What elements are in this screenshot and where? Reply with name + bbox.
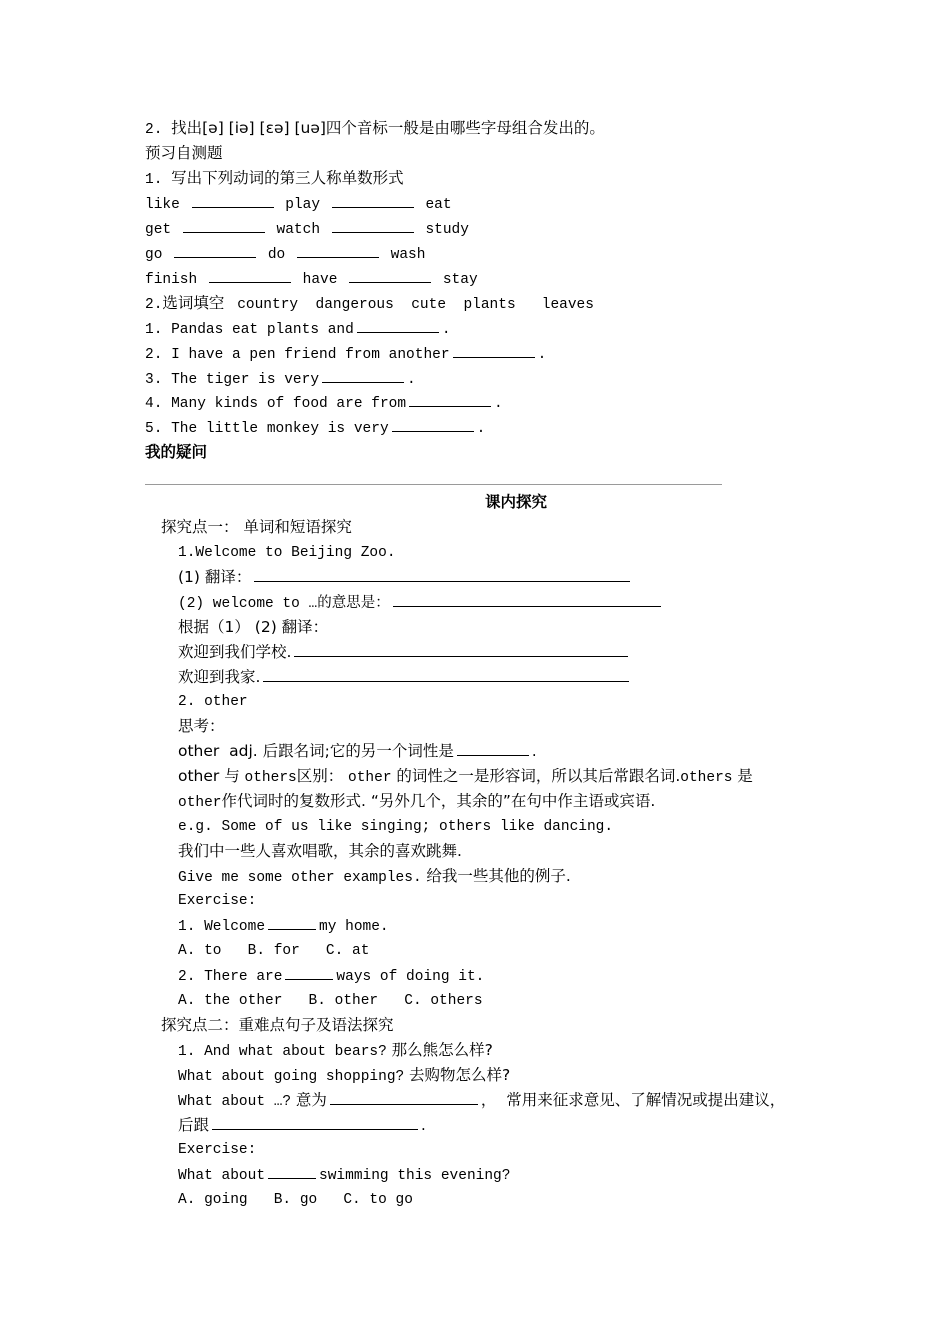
example-english: Give me some other examples. (178, 870, 422, 886)
other-line-1: other adj. 后跟名词;它的另一个词性是 . (178, 742, 537, 760)
preview-question-2 (145, 118, 605, 140)
fill-sentence: 2. I have a pen friend from another . (145, 344, 546, 365)
fill-sentence: 1. Pandas eat plants and . (145, 319, 451, 340)
explanation-text: other 与 (178, 767, 240, 785)
inclass-title: 课内探究 (485, 493, 548, 511)
answer-blank[interactable] (322, 369, 404, 383)
translate-line-3 (178, 642, 631, 662)
verb-word: study (425, 222, 469, 238)
sentence-1 (178, 1040, 493, 1062)
sentence-english: What about …? (178, 1094, 292, 1110)
sentence-3 (178, 1090, 785, 1112)
answer-blank[interactable] (330, 1091, 478, 1105)
translate-line-2 (178, 592, 664, 614)
exercise-2-heading (145, 293, 594, 315)
answer-blank[interactable] (392, 418, 474, 432)
answer-blank[interactable] (349, 269, 431, 283)
question-number: 2. (145, 122, 172, 138)
question-3-options[interactable]: A. going B. go C. to go (178, 1192, 413, 1208)
item-1: 1.Welcome to Beijing Zoo. (178, 545, 396, 561)
exercise-question-3 (178, 1165, 510, 1186)
verb-word: play (285, 197, 321, 213)
sentence-chinese: 去购物怎么样? (409, 1066, 511, 1084)
example-english: e.g. Some of us like singing; others like dancing. (178, 819, 614, 835)
answer-blank[interactable] (357, 319, 439, 333)
verb-row-4 (145, 269, 478, 290)
verb-word: have (302, 272, 338, 288)
sentence-english: What about going shopping? (178, 1069, 405, 1085)
answer-blank[interactable] (453, 344, 535, 358)
verb-word: get (145, 222, 172, 238)
verb-word: do (267, 247, 286, 263)
sentence-text: 4. Many kinds of food are from (145, 396, 407, 412)
exercise-question-2 (178, 966, 484, 987)
question-text: swimming this evening? (319, 1168, 511, 1184)
verb-word: stay (442, 272, 478, 288)
answer-blank[interactable] (212, 1116, 418, 1130)
explanation-text: other (178, 795, 222, 811)
translate-line-1 (178, 567, 633, 587)
sentence-2 (178, 1065, 510, 1087)
answer-blank[interactable] (268, 1165, 316, 1179)
answer-blank[interactable] (263, 668, 629, 682)
answer-blank[interactable] (285, 966, 333, 980)
sentence-english: 1. And what about bears? (178, 1044, 387, 1060)
item-2: 2. other (178, 694, 248, 710)
verb-row-2 (145, 219, 469, 240)
sentence-chinese: ， 常用来征求意见、了解情况或提出建议， (480, 1091, 786, 1109)
answer-blank[interactable] (183, 219, 265, 233)
think-label: 思考： (178, 717, 225, 735)
self-test-title: 预习自测题 (145, 144, 223, 162)
explanation-text: 区别： (296, 767, 344, 785)
answer-blank[interactable] (332, 194, 414, 208)
question-text: 1. Welcome (178, 919, 266, 935)
exercise-label: Exercise: (178, 1142, 257, 1158)
answer-blank[interactable] (409, 393, 491, 407)
sentence-chinese: 意为 (295, 1091, 327, 1109)
exercise-title: 写出下列动词的第三人称单数形式 (171, 169, 404, 187)
question-text: 找出[ə] [iə] [εə] [uə]四个音标一般是由哪些字母组合发出的。 (171, 119, 605, 137)
verb-row-1 (145, 194, 452, 215)
verb-word: eat (425, 197, 452, 213)
prompt-text: (1) 翻译： (178, 568, 252, 586)
other-line-2 (178, 766, 753, 788)
explanation-text: 的词性之一是形容词，所以其后常跟名词. (396, 767, 681, 785)
answer-blank[interactable] (393, 593, 661, 607)
verb-word: go (145, 247, 163, 263)
explanation-text: other (348, 770, 392, 786)
exercise-number: 2. (145, 297, 163, 313)
explanation-text: 是 (737, 767, 753, 785)
question-text: 2. There are (178, 969, 283, 985)
answer-blank[interactable] (192, 194, 274, 208)
sentence-text: 5. The little monkey is very (145, 421, 389, 437)
sentence-text: 2. I have a pen friend from another (145, 347, 450, 363)
fill-sentence: 3. The tiger is very . (145, 369, 416, 390)
prompt-text: (2) welcome to …的意思是： (178, 596, 390, 612)
answer-blank[interactable] (174, 244, 256, 258)
question-text: ways of doing it. (336, 969, 485, 985)
question-text: What about (178, 1168, 266, 1184)
verb-word: like (145, 197, 180, 213)
answer-blank[interactable] (254, 568, 630, 582)
answer-blank[interactable] (297, 244, 379, 258)
question-2-options[interactable]: A. the other B. other C. others (178, 993, 483, 1009)
sentence-text: 3. The tiger is very (145, 372, 320, 388)
example-chinese: 我们中一些人喜欢唱歌，其余的喜欢跳舞. (178, 842, 462, 860)
other-line-3 (178, 791, 655, 813)
fill-sentence: 4. Many kinds of food are from . (145, 393, 503, 414)
explanation-text: others (680, 770, 733, 786)
sentence-chinese: 后跟 (178, 1116, 210, 1134)
answer-blank[interactable] (209, 269, 291, 283)
answer-blank[interactable] (268, 916, 316, 930)
exercise-question-1 (178, 916, 389, 937)
question-1-options[interactable]: A. to B. for C. at (178, 943, 370, 959)
exercise-1-heading (145, 168, 404, 190)
verb-word: finish (145, 272, 198, 288)
exercise-number: 1. (145, 172, 172, 188)
example-chinese: 给我一些其他的例子. (426, 867, 571, 885)
verb-word: watch (276, 222, 321, 238)
prompt-text: 欢迎到我们学校. (178, 643, 292, 661)
answer-blank[interactable] (332, 219, 414, 233)
explanation-text: others (244, 770, 297, 786)
example-2 (178, 866, 571, 888)
translate-instruction: 根据（1） (2) 翻译： (178, 618, 329, 636)
answer-blank[interactable] (457, 742, 529, 756)
word-bank: country dangerous cute plants leaves (237, 297, 594, 313)
question-text: my home. (319, 919, 389, 935)
point-2-heading: 探究点二：重难点句子及语法探究 (161, 1016, 394, 1034)
sentence-chinese: 那么熊怎么样? (391, 1041, 493, 1059)
prompt-text: 欢迎到我家. (178, 668, 261, 686)
explanation-text: other adj. 后跟名词;它的另一个词性是 (178, 742, 454, 760)
verb-row-3 (145, 244, 425, 265)
translate-line-4 (178, 667, 632, 687)
answer-blank[interactable] (294, 643, 628, 657)
exercise-title: 选词填空 (162, 294, 225, 312)
exercise-label: Exercise: (178, 893, 257, 909)
section-divider (145, 484, 722, 485)
verb-word: wash (390, 247, 426, 263)
explanation-text: 作代词时的复数形式. “另外几个，其余的”在句中作主语或宾语. (221, 792, 656, 810)
my-questions-heading: 我的疑问 (145, 443, 208, 461)
sentence-4: 后跟 . (178, 1116, 426, 1134)
fill-sentence: 5. The little monkey is very . (145, 418, 485, 439)
sentence-text: 1. Pandas eat plants and (145, 322, 354, 338)
point-1-heading: 探究点一： 单词和短语探究 (161, 518, 352, 536)
